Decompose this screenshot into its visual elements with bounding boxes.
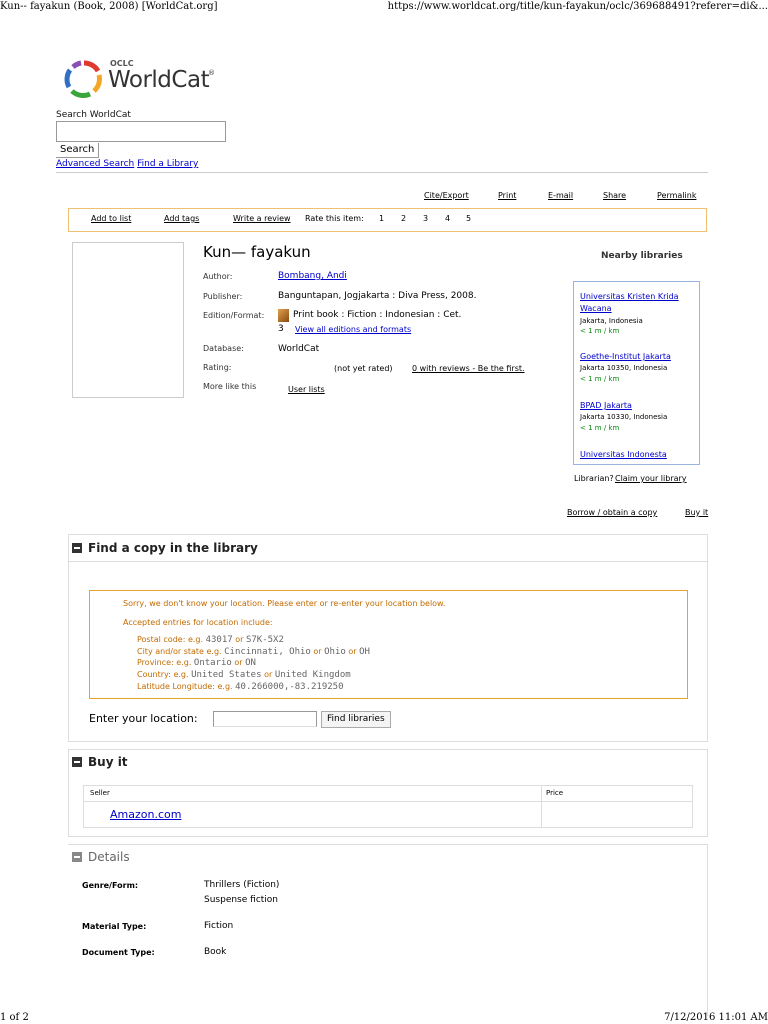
library-distance: < 1 m / km [580,424,620,432]
rating-option[interactable]: 5 [466,214,472,223]
add-tags-link[interactable]: Add tags [164,214,200,223]
material-type-value: Fiction [204,921,234,931]
librarian-label: Librarian? [574,474,614,483]
edition-label: Edition/Format: [203,311,265,320]
nearby-libraries-title: Nearby libraries [601,251,683,261]
claim-library-link[interactable]: Claim your library [615,474,687,483]
divider [56,172,708,173]
collapse-icon[interactable] [72,757,82,767]
find-copy-title[interactable] [72,541,258,555]
oclc-text: OCLC [110,59,134,68]
print-footer-date: 7/12/2016 11:01 AM [664,1012,768,1023]
edition-value: Print book : Fiction : Indonesian : Cet. [293,310,462,320]
document-type-label: Document Type: [82,948,155,957]
buy-it-link[interactable]: Buy it [685,508,709,517]
print-header-url: https://www.worldcat.org/title/kun-fayakun/oclc/369688491?referer=di&... [387,1,768,12]
city-example [137,647,370,657]
material-type-label: Material Type: [82,922,147,931]
find-libraries-button[interactable]: Find libraries [321,711,391,728]
province-example-a: Ontario [193,658,232,668]
genre-label: Genre/Form: [82,881,139,890]
details-title[interactable] [72,850,130,864]
latlong-label: Latitude Longitude: e.g. [137,682,233,691]
country-example-b: United Kingdom [274,670,351,680]
permalink-link[interactable]: Permalink [657,191,697,200]
genre-value: Thrillers (Fiction) [204,880,280,890]
author-link[interactable]: Bombang, Andi [278,271,347,281]
action-bar [68,208,707,232]
latlong-example [137,682,344,692]
library-distance: < 1 m / km [580,375,620,383]
search-button[interactable]: Search [56,143,99,158]
buy-it-title-text: Buy it [88,755,128,769]
rating-option[interactable]: 4 [445,214,451,223]
find-library-link[interactable]: Find a Library [137,159,199,169]
rating-option[interactable]: 2 [401,214,407,223]
buy-it-title[interactable] [72,755,128,769]
library-name[interactable]: BPAD Jakarta [580,401,632,410]
rating-value: (not yet rated) [334,364,393,373]
search-label: Search WorldCat [56,110,131,120]
details-title-text: Details [88,850,130,864]
library-location: Jakarta, Indonesia [580,317,643,325]
print-link[interactable]: Print [498,191,517,200]
borrow-obtain-link[interactable]: Borrow / obtain a copy [567,508,658,517]
accepted-entries-message: Accepted entries for location include: [123,618,273,627]
search-links [56,159,198,169]
collapse-icon[interactable] [72,543,82,553]
library-name[interactable]: Universitas Kristen Krida [580,292,679,301]
country-label: Country: e.g. [137,670,189,679]
enter-location-label: Enter your location: [89,712,198,725]
worldcat-logo-icon [62,57,106,101]
province-label: Province: e.g. [137,658,192,667]
or-text: or [234,658,243,667]
library-name[interactable]: Goethe-Institut Jakarta [580,352,671,361]
postal-example [137,635,284,645]
seller-table [83,785,693,828]
rate-label: Rate this item: [305,214,364,223]
collapse-icon[interactable] [72,852,82,862]
seller-link[interactable]: Amazon.com [110,808,182,821]
write-review-link[interactable]: Write a review [233,214,291,223]
user-lists-link[interactable]: User lists [288,385,325,394]
province-example [137,658,256,668]
add-to-list-link[interactable]: Add to list [91,214,132,223]
province-example-b: ON [245,658,256,668]
postal-label: Postal code: e.g. [137,635,204,644]
seller-header: Seller [90,789,110,797]
rating-option[interactable]: 1 [379,214,385,223]
record-title: Kun— fayakun [203,243,311,261]
country-example-a: United States [191,670,262,680]
latlong-example-a: 40.266000,-83.219250 [235,682,344,692]
library-name[interactable]: Universitas Indonesta [580,450,667,459]
table-divider [541,786,542,827]
city-example-c: OH [359,647,370,657]
postal-example-a: 43017 [205,635,233,645]
or-text: or [313,647,322,656]
library-location: Jakarta 10350, Indonesia [580,364,668,372]
registered-mark: ® [208,69,215,77]
genre-value: Suspense fiction [204,895,279,905]
worldcat-text: WorldCat [108,67,210,93]
publisher-label: Publisher: [203,292,243,301]
worldcat-logo[interactable] [58,55,228,107]
more-like-this-label: More like this [203,382,257,391]
cover-image [72,242,184,398]
library-distance: < 1 m / km [580,327,620,335]
rating-option[interactable]: 3 [423,214,429,223]
print-footer-page: 1 of 2 [0,1012,29,1023]
library-name[interactable]: Wacana [580,304,612,313]
or-text: or [235,635,244,644]
cite-export-link[interactable]: Cite/Export [424,191,469,200]
publisher-value: Banguntapan, Jogjakarta : Diva Press, 2008. [278,291,477,301]
country-example [137,670,351,680]
rating-label: Rating: [203,363,232,372]
share-link[interactable]: Share [603,191,627,200]
postal-example-b: S7K-5X2 [245,635,284,645]
print-book-icon [278,309,289,322]
print-header-title: Kun-- fayakun (Book, 2008) [WorldCat.org] [0,1,218,12]
find-copy-title-text: Find a copy in the library [88,541,258,555]
location-notice [89,590,688,699]
database-label: Database: [203,344,244,353]
reviews-link[interactable]: 0 with reviews - Be the first. [412,364,525,373]
database-value: WorldCat [278,344,320,354]
library-location: Jakarta 10330, Indonesia [580,413,668,421]
city-example-a: Cincinnati, Ohio [224,647,311,657]
edition-number: 3 [278,324,284,334]
advanced-search-link[interactable]: Advanced Search [56,159,135,169]
document-type-value: Book [204,947,227,957]
sorry-message: Sorry, we don't know your location. Please enter or re-enter your location below. [123,599,446,608]
or-text: or [348,647,357,656]
or-text: or [264,670,273,679]
city-example-b: Ohio [324,647,346,657]
nearby-libraries-list[interactable] [573,281,700,465]
table-divider [84,801,692,802]
search-input[interactable] [56,121,226,142]
email-link[interactable]: E-mail [548,191,574,200]
author-label: Author: [203,272,233,281]
details-section [68,844,708,1016]
city-label: City and/or state e.g. [137,647,222,656]
view-all-editions-link[interactable]: View all editions and formats [295,325,412,334]
location-input[interactable] [213,711,317,727]
price-header: Price [546,789,564,797]
